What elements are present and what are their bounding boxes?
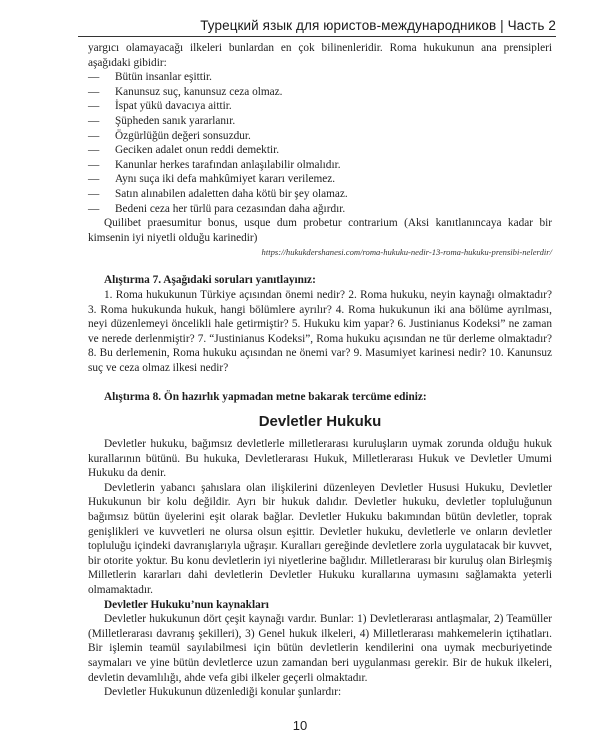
sources-paragraph: Devletler hukukunun dört çeşit kaynağı vardır. Bunlar: 1) Devletlerarası antlaşmalar, 2) Teamüller (Milletlerarası davranış şekilleri), 3) Genel hukuk ilkeleri, 4) Milletlerarası mahkemelerin içtihatları. Bir işlemin teamül sayılabilmesi için bütün devletlerin kendilerini ona uymak mecburiyetinde saymaları ve yine bütün devletlerce uzun zamandan beri uygulanması gerekir. Bir de hukuk ilkeleri, devletin devamlılığı, ahde vefa gibi ilkeler geçerli olmaktadır. bbox=[88, 613, 552, 684]
dash-bullet: — bbox=[88, 71, 100, 84]
dash-bullet: — bbox=[88, 173, 100, 186]
source-url: https://hukukdershanesi.com/roma-hukuku-nedir-13-roma-hukuku-prensibi-nelerdir/ bbox=[261, 247, 552, 258]
exercise-7-text: 1. Roma hukukunun Türkiye açısından önemi nedir? 2. Roma hukuku, neyin kaynağı olmaktadır? 3. Roma hukukunda hukuk, hangi bölümlere ayrılır? 4. Roma hukukunun iki ana bölüme ayrılması, neyi düzenlemeyi öncelikli hale getirmiştir? 5. Hukuku kim yapar? 6. Justinianus Kodeksi” ne zaman ve nerede derlenmiştir? 7. “Justinianus Kodeksi”, Roma hukuku açısından ne tür derleme olmaktadır? 8. Bu derlemenin, Roma hukuku açısından ne önemi var? 9. Masumiyet karinesi nedir? 10. Kanunsuz suç ve ceza olmaz ilkesi nedir? bbox=[88, 288, 552, 374]
dash-bullet: — bbox=[88, 144, 100, 157]
list-item bbox=[88, 202, 552, 217]
list-item bbox=[88, 85, 552, 100]
list-item-text: İspat yükü davacıya aittir. bbox=[115, 100, 232, 113]
list-item bbox=[88, 172, 552, 187]
body-paragraph-2: Devletlerin yabancı şahıslara olan ilişkilerini düzenleyen Devletler Hususi Hukuku, Devletler Hukukunun bir kolu değildir. Ayrı bir hukuk dalıdır. Devletler hukuku, devletler topluluğunun bağımsız bütün üyelerini eşit olarak bağlar. Devletler Hukuku bakımından bütün devletler, toprak genişlikleri ve kuvvetleri ne olursa olsun eşittir. Devletler hukuku, devletlerle ve onların devletler topluluğu içindeki davranışlarıyla uğraşır. Kuralları gereğinde devletlere zorla uygulatacak bir kuvvet, bir otorite yoktur. Bu konu devletlerin iyi niyetlerine bağlıdır. Milletlerarası bir kuruluş olan Birleşmiş Milletlerin kararları dahi devletlerin Devletler Hukuku kurallarına uymasını sağlamakta yeterli olmamaktadır. bbox=[88, 481, 552, 596]
list-item-text: Şüpheden sanık yararlanır. bbox=[115, 114, 236, 127]
dash-bullet: — bbox=[88, 202, 100, 215]
subsection-heading: Devletler Hukuku’nun kaynakları bbox=[104, 598, 269, 611]
body-paragraph-1: Devletler hukuku, bağımsız devletlerle milletlerarası kuruluşların uymak zorunda olduğu hukuk kurallarının bütünü. Bu hukuka, Devletlerarası Hukuk, Milletlerarası Hukuk ve Devletler Umumi Hukuku da denir. bbox=[88, 438, 552, 480]
section-heading: Devletler Hukuku bbox=[258, 413, 382, 431]
list-item-text: Kanunsuz suç, kanunsuz ceza olmaz. bbox=[115, 85, 283, 98]
dash-bullet: — bbox=[88, 129, 100, 142]
list-item bbox=[88, 70, 552, 85]
intro-paragraph: yargıcı olamayacağı ilkeleri bunlardan en çok bilinenleridir. Roma hukukunun ana prensipleri aşağıdaki gibidir: bbox=[88, 42, 552, 69]
list-item bbox=[88, 99, 552, 114]
list-item-text: Kanunlar herkes tarafından anlaşılabilir olmalıdır. bbox=[115, 158, 341, 171]
list-item bbox=[88, 114, 552, 129]
latin-quote: Quilibet praesumitur bonus, usque dum probetur contrarium (Aksi kanıtlanıncaya kadar bir kimsenin iyi niyetli olduğu karinedir) bbox=[88, 217, 552, 244]
dash-bullet: — bbox=[88, 100, 100, 113]
list-item bbox=[88, 158, 552, 173]
running-header: Турецкий язык для юристов-международников | Часть 2 bbox=[200, 18, 556, 33]
list-item bbox=[88, 129, 552, 144]
dash-bullet: — bbox=[88, 85, 100, 98]
page-content bbox=[88, 41, 552, 700]
list-item-text: Özgürlüğün değeri sonsuzdur. bbox=[115, 129, 251, 142]
dash-bullet: — bbox=[88, 158, 100, 171]
dash-bullet: — bbox=[88, 114, 100, 127]
list-item-text: Bedeni ceza her türlü para cezasından daha ağırdır. bbox=[115, 202, 346, 215]
list-item-text: Geciken adalet onun reddi demektir. bbox=[115, 144, 280, 157]
list-item bbox=[88, 187, 552, 202]
last-line: Devletler Hukukunun düzenlediği konular şunlardır: bbox=[104, 686, 342, 699]
list-item bbox=[88, 143, 552, 158]
list-item-text: Satın alınabilen adaletten daha kötü bir şey olamaz. bbox=[115, 187, 348, 200]
list-item-text: Bütün insanlar eşittir. bbox=[115, 71, 212, 84]
header-rule bbox=[78, 36, 556, 37]
exercise-7-title: Alıştırma 7. Aşağıdaki soruları yanıtlayınız: bbox=[104, 274, 316, 287]
exercise-8-title: Alıştırma 8. Ön hazırlık yapmadan metne bakarak tercüme ediniz: bbox=[104, 391, 427, 404]
page-number: 10 bbox=[292, 718, 308, 733]
list-item-text: Aynı suça iki defa mahkûmiyet kararı verilemez. bbox=[115, 173, 336, 186]
roman-law-principles-list bbox=[88, 70, 552, 216]
dash-bullet: — bbox=[88, 187, 100, 200]
